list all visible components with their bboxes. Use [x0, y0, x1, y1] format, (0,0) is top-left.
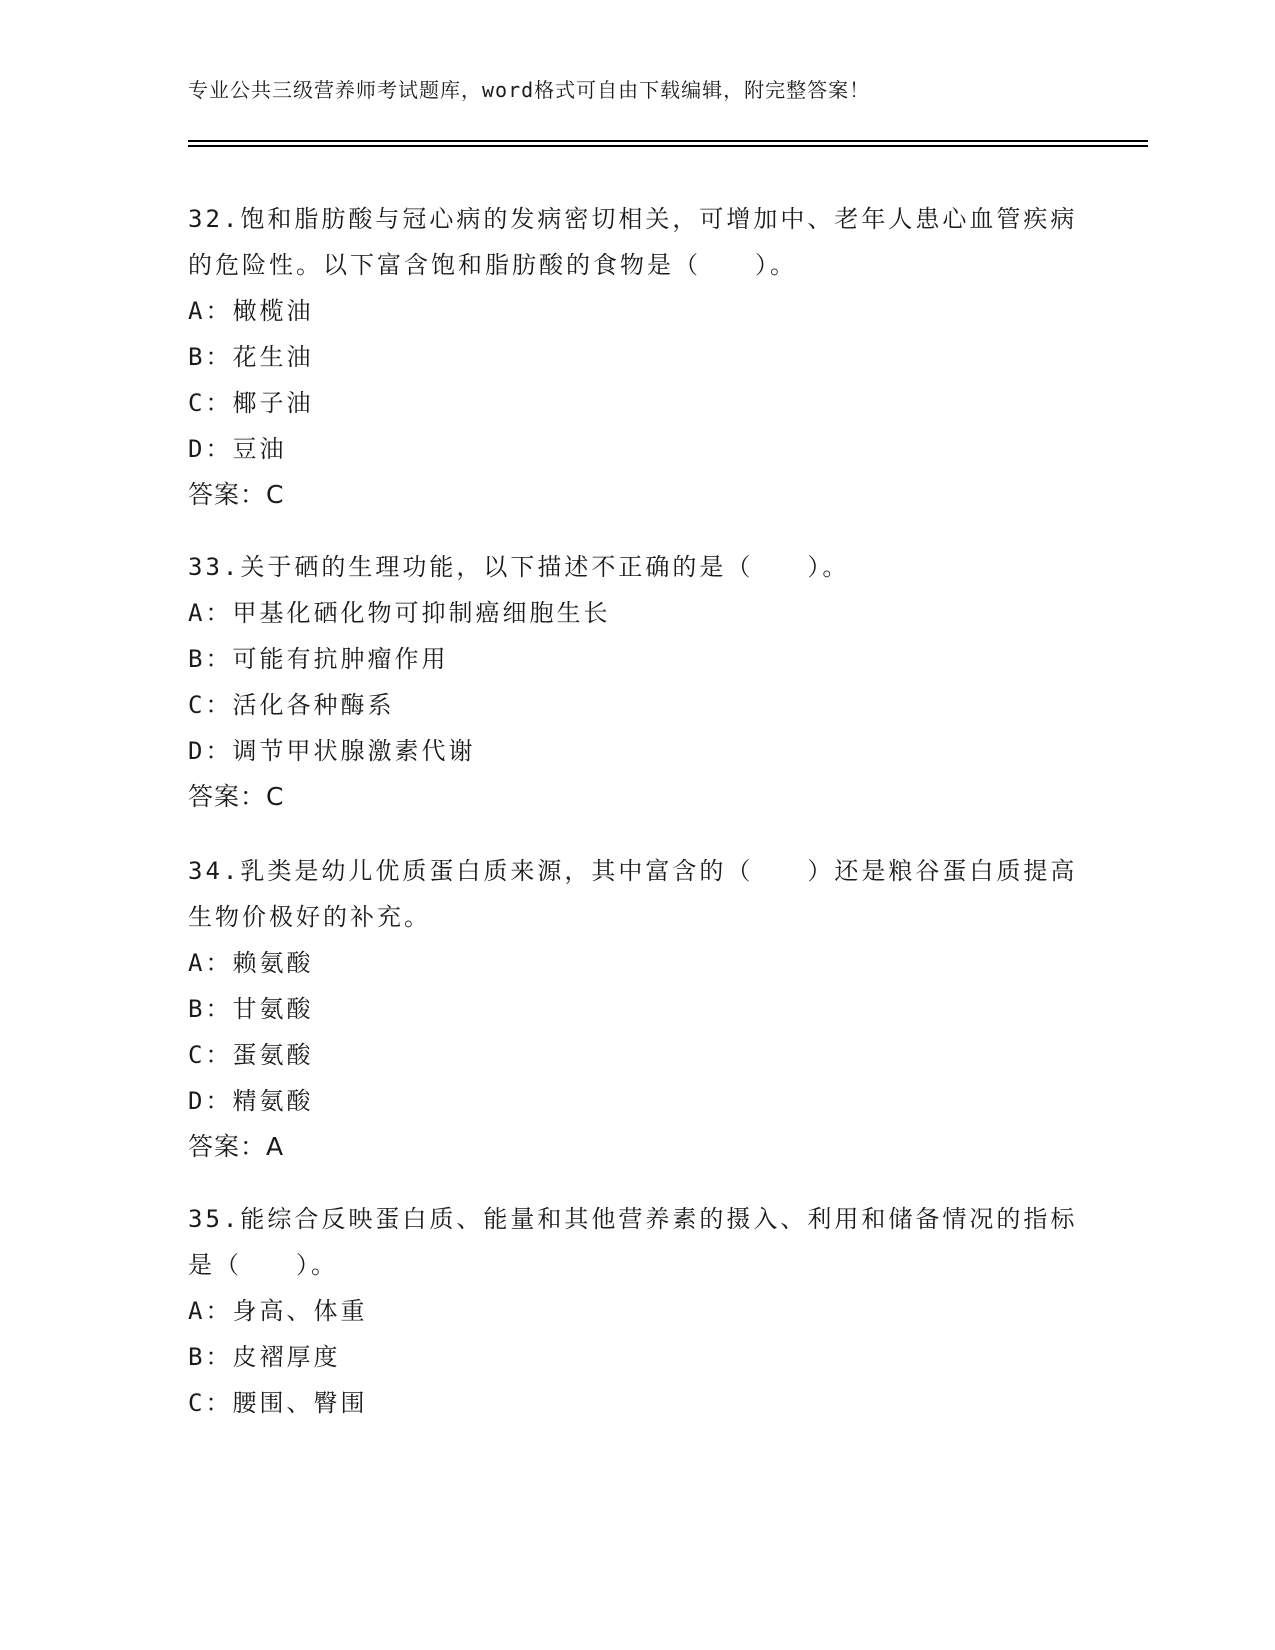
question-stem: 35.能综合反映蛋白质、能量和其他营养素的摄入、利用和储备情况的指标是（ ）。: [188, 1205, 1078, 1279]
option-b: B：可能有抗肿瘤作用: [188, 645, 449, 673]
question-stem: 33.关于硒的生理功能，以下描述不正确的是（ ）。: [188, 553, 850, 581]
option-c: C：椰子油: [188, 389, 314, 417]
answer: 答案：A: [188, 1132, 285, 1161]
answer: 答案：C: [188, 782, 285, 811]
question-32: [188, 196, 1088, 518]
header-rule-top: [188, 140, 1148, 142]
option-a: A：甲基化硒化物可抑制癌细胞生长: [188, 599, 611, 627]
option-b: B：皮褶厚度: [188, 1343, 341, 1371]
question-35: [188, 1196, 1088, 1426]
option-b: B：花生油: [188, 343, 314, 371]
question-stem: 34.乳类是幼儿优质蛋白质来源，其中富含的（ ）还是粮谷蛋白质提高生物价极好的补充。: [188, 857, 1078, 931]
document-header: 专业公共三级营养师考试题库，word格式可自由下载编辑，附完整答案！: [188, 78, 871, 102]
option-d: D：豆油: [188, 435, 287, 463]
option-a: A：身高、体重: [188, 1297, 368, 1325]
option-b: B：甘氨酸: [188, 995, 314, 1023]
question-33: [188, 544, 1088, 820]
option-d: D：精氨酸: [188, 1087, 314, 1115]
option-c: C：蛋氨酸: [188, 1041, 314, 1069]
option-c: C：活化各种酶系: [188, 691, 395, 719]
question-34: [188, 848, 1088, 1170]
option-a: A：赖氨酸: [188, 949, 314, 977]
option-d: D：调节甲状腺激素代谢: [188, 737, 476, 765]
header-rule-bottom: [188, 145, 1148, 147]
option-c: C：腰围、臀围: [188, 1389, 368, 1417]
option-a: A：橄榄油: [188, 297, 314, 325]
answer: 答案：C: [188, 480, 285, 509]
question-stem: 32.饱和脂肪酸与冠心病的发病密切相关，可增加中、老年人患心血管疾病的危险性。以下富含饱和脂肪酸的食物是（ ）。: [188, 205, 1078, 279]
